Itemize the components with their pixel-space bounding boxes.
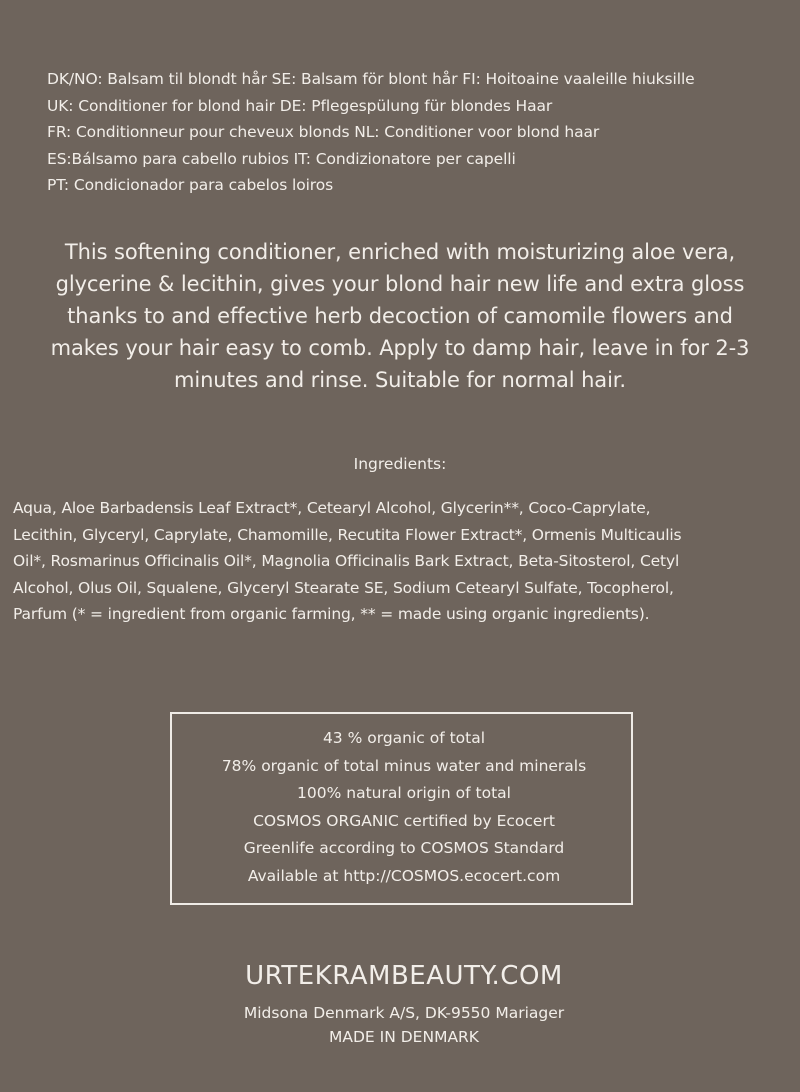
certification-line: Greenlife according to COSMOS Standard — [243, 839, 565, 857]
product-description — [0, 236, 800, 396]
ingredients-list — [13, 495, 795, 628]
ingredients-heading: Ingredients: — [353, 455, 447, 473]
certification-line: 43 % organic of total — [322, 729, 486, 747]
certification-line: 78% organic of total minus water and minerals — [221, 756, 587, 775]
translation-line: DK/NO: Balsam til blondt hår SE: Balsam för blont hår FI: Hoitoaine vaaleille hiuksille — [47, 70, 695, 88]
certification-line: 100% natural origin of total — [297, 784, 511, 802]
description-line: makes your hair easy to comb. Apply to damp hair, leave in for 2-3 — [50, 336, 750, 360]
ingredients-line: Oil*, Rosmarinus Officinalis Oil*, Magnolia Officinalis Bark Extract, Beta-Sitosterol, Cetyl — [13, 552, 680, 570]
brand-website: URTEKRAMBEAUTY.COM — [245, 961, 563, 991]
certification-line: COSMOS ORGANIC certified by Ecocert — [253, 811, 555, 830]
description-line: glycerine & lecithin, gives your blond hair new life and extra gloss — [55, 272, 745, 296]
description-line: This softening conditioner, enriched with moisturizing aloe vera, — [64, 240, 736, 264]
ingredients-line: Lecithin, Glyceryl, Caprylate, Chamomille, Recutita Flower Extract*, Ormenis Multicaulis — [13, 525, 682, 544]
country-of-origin: MADE IN DENMARK — [329, 1028, 479, 1046]
company-address: Midsona Denmark A/S, DK-9550 Mariager — [243, 1004, 565, 1022]
translation-line: ES:Bálsamo para cabello rubios IT: Condizionatore per capelli — [47, 149, 516, 168]
certification-line: Available at http://COSMOS.ecocert.com — [247, 866, 561, 885]
translation-line: PT: Condicionador para cabelos loiros — [47, 176, 334, 194]
product-name-translations — [47, 66, 695, 199]
description-line: thanks to and effective herb decoction of camomile flowers and — [67, 304, 733, 328]
certification-text — [0, 725, 800, 890]
translation-line: UK: Conditioner for blond hair DE: Pflegespülung für blondes Haar — [47, 96, 553, 115]
description-line: minutes and rinse. Suitable for normal hair. — [174, 368, 626, 392]
ingredients-line: Alcohol, Olus Oil, Squalene, Glyceryl Stearate SE, Sodium Cetearyl Sulfate, Tocopherol, — [13, 578, 674, 597]
ingredients-line: Parfum (* = ingredient from organic farming, ** = made using organic ingredients). — [13, 605, 650, 623]
ingredients-line: Aqua, Aloe Barbadensis Leaf Extract*, Cetearyl Alcohol, Glycerin**, Coco-Caprylate, — [13, 499, 651, 517]
translation-line: FR: Conditionneur pour cheveux blonds NL: Conditioner voor blond haar — [47, 123, 600, 141]
